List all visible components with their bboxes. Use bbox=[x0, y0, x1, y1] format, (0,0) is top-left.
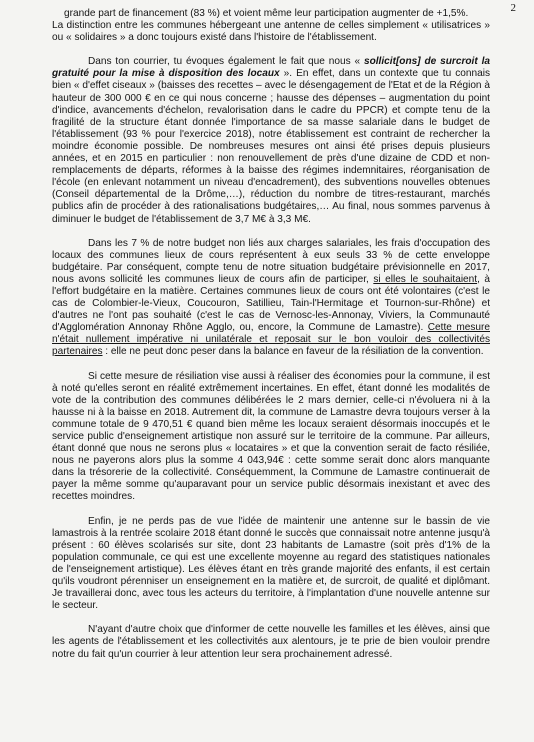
paragraph-text: Dans ton courrier, tu évoques également le fait que nous « bbox=[88, 56, 364, 68]
underlined-text: si elles le souhaitaient bbox=[373, 273, 478, 285]
paragraph-occupation-costs bbox=[52, 238, 490, 359]
paragraph-continued: grande part de financement (83 %) et voient même leur participation augmenter de +1,5%. bbox=[64, 8, 469, 19]
paragraph-new-antenna: Enfin, je ne perds pas de vue l'idée de maintenir une antenne sur le bassin de vie lamastrois à la rentrée scolaire 2018 étant donné le succès que connaissait notre antenne jusqu'à présent : 60 élèves scolarisés sur site, dont 23 habitants de Lamastre (soit près d'1% de la population communale, ce qui est une excellente moyenne au regard des statistiques nationales de l'enseignement artistique). Les élèves étant en très grande majorité des enfants, il est certain qu'ils voudront pérenniser un enseignement en la matière et, de surcroit, de qualité et diplômant. Je travaillerai donc, avec tous les acteurs du territoire, à l'implantation d'une nouvelle antenne sur le secteur. bbox=[52, 515, 490, 612]
paragraph-text: : elle ne peut donc peser dans la balance en faveur de la résiliation de la convention. bbox=[102, 346, 484, 358]
paragraph-text: ». En effet, dans un contexte que tu connais bien « d'effet ciseaux » (baisses des recettes – avec le désengagement de l'Etat et de la Région à hauteur de 300 000 € en ce qui nous concerne ; hausse des dépenses – augmentation du point d'indice, avancements d'échelon, revalorisation dans le cadre du PPCR) et compte tenu de la fragilité de la structure étant donnée l'importance de sa masse salariale dans le budget de l'établissement (93 % pour l'exercice 2018), notre établissement est contraint de rechercher la moindre économie possible. De nombreuses mesures ont ainsi été prises depuis plusieurs années, et en 2015 en particulier : non renouvellement de près d'une dizaine de CDD et non-remplacements de départs, réformes à la baisse des régimes indemnitaires, réorganisation de l'école (en enlevant notamment un niveau d'encadrement), des subventions nouvelles obtenues (Conseil départemental de la Drôme,…), réduction du nombre de titres-restaurant, marchés publics afin de procéder à des rationalisations budgétaires,… Au final, nous sommes parvenus à diminuer le budget de l'établissement de 3,7 M€ à 3,3 M€. bbox=[52, 68, 491, 225]
paragraph-distinction: La distinction entre les communes hébergeant une antenne de celles simplement « utilisatrices » ou « solidaires » a donc toujours existé dans l'histoire de l'établissement. bbox=[52, 20, 490, 44]
paragraph-budget-context bbox=[52, 56, 490, 225]
paragraph-text: , à l'effort budgétaire en la matière. Certaines communes lieux de cours ont été volontaires (c'est le cas de Colombier-le-Vieux, Coucouron, Satillieu, Tain-l'Hermitage et Tournon-sur-Rhône) et d'autres ne l'ont pas souhaité (c'est le cas de Vernosc-les-Annonay, Viviers, la Communauté d'Agglomération Annonay Rhône Agglo, ou, encore, la Commune de Lamastre). bbox=[52, 273, 490, 334]
underlined-text: Cette mesure n'était nullement impérative ni unilatérale et reposait sur le bon vouloir des collectivités partenaires bbox=[52, 322, 490, 358]
paragraph-text: Dans les 7 % de notre budget non liés aux charges salariales, les frais d'occupation des locaux des communes lieux de cours représentent à eux seuls 33 % de cette enveloppe budgétaire. Par conséquent, compte tenu de notre situation budgétaire prévisionnelle en 2017, nous avons sollicité les communes lieux de cours afin de participer, bbox=[52, 237, 490, 285]
highlighted-quote: sollicit[ons] de surcroit la gratuité pour la mise à disposition des locaux bbox=[52, 56, 490, 80]
paragraph-closing: N'ayant d'autre choix que d'informer de cette nouvelle les familles et les élèves, ainsi que les agents de l'établissement et les collectivités aux alentours, je te prie de bien vouloir prendre notre du fait qu'un courrier à leur attention leur sera prochainement adressé. bbox=[52, 624, 490, 660]
page-number: 2 bbox=[510, 2, 516, 14]
paragraph-savings: Si cette mesure de résiliation vise aussi à réaliser des économies pour la commune, il est à noté qu'elles seront en réalité extrêmement incertaines. En effet, étant donné les modalités de vote de la contribution des communes délibérées le 2 mars dernier, celle-ci n'évoluera ni à la hausse ni à la baisse en 2018. Autrement dit, la commune de Lamastre devra toujours verser à la commune totale de 9 470,51 € quand bien même les locaux seraient désormais inoccupés et le service public d'enseignement artistique non assuré sur le territoire de la commune. Par ailleurs, étant donné que nous ne serons plus « locataires » et que la convention serait de facto résiliée, nous ne payerons alors plus la somme 4 043,94€ : cette somme serait donc alors manquante dans la trésorerie de la collectivité. Conséquemment, la Commune de Lamastre continuerait de payer la même somme qu'auparavant pour un service public désormais inexistant et avec des recettes moindres. bbox=[52, 370, 490, 503]
